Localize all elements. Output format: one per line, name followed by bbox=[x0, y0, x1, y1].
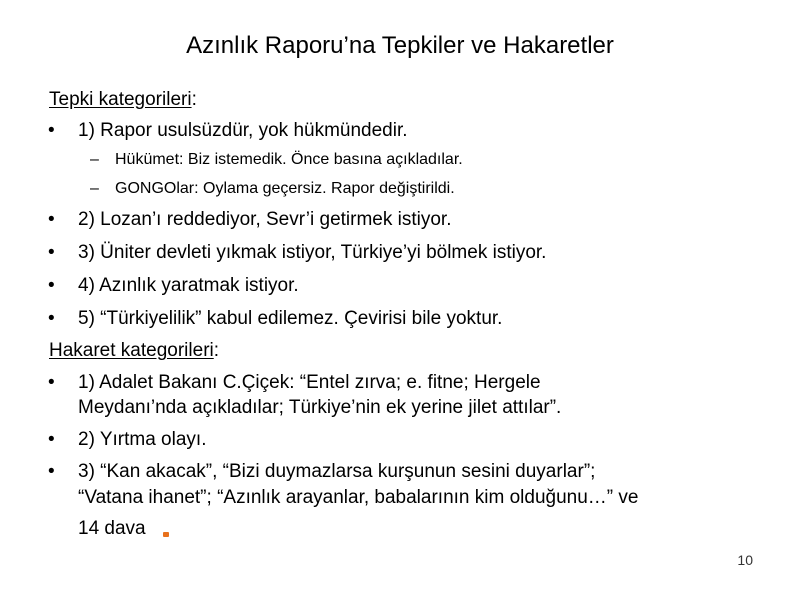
dash-icon: – bbox=[90, 180, 99, 197]
hakaret-item-3-line-3: 14 dava bbox=[78, 518, 146, 539]
hakaret-heading-colon: : bbox=[213, 340, 220, 361]
tepki-item-1: 1) Rapor usulsüzdür, yok hükmündedir. bbox=[78, 120, 408, 141]
tepki-item-5: 5) “Türkiyelilik” kabul edilemez. Çevirisi bile yoktur. bbox=[78, 308, 503, 329]
hakaret-item-3-line-2: “Vatana ihanet”; “Azınlık arayanlar, babalarının kim olduğunu…” ve bbox=[78, 487, 639, 508]
page-number: 10 bbox=[737, 552, 753, 568]
tepki-item-1-sub-2: GONGOlar: Oylama geçersiz. Rapor değiştirildi. bbox=[115, 180, 455, 197]
tepki-item-3: 3) Üniter devleti yıkmak istiyor, Türkiye’yi bölmek istiyor. bbox=[78, 242, 547, 263]
tepki-item-1-sub-1: Hükümet: Biz istemedik. Önce basına açıkladılar. bbox=[115, 151, 463, 168]
bullet-icon: • bbox=[48, 429, 55, 450]
tepki-item-4: 4) Azınlık yaratmak istiyor. bbox=[78, 275, 299, 296]
cursor-mark bbox=[163, 532, 169, 537]
bullet-icon: • bbox=[48, 275, 55, 296]
hakaret-item-2: 2) Yırtma olayı. bbox=[78, 429, 207, 450]
bullet-icon: • bbox=[48, 372, 55, 393]
hakaret-heading-text: Hakaret kategorileri bbox=[49, 340, 214, 361]
hakaret-item-1-line-1: 1) Adalet Bakanı C.Çiçek: “Entel zırva; e. fitne; Hergele bbox=[78, 372, 541, 393]
hakaret-heading bbox=[49, 340, 219, 362]
tepki-heading bbox=[49, 89, 197, 111]
bullet-icon: • bbox=[48, 242, 55, 263]
tepki-heading-colon: : bbox=[191, 89, 197, 110]
tepki-item-2: 2) Lozan’ı reddediyor, Sevr’i getirmek istiyor. bbox=[78, 209, 452, 230]
dash-icon: – bbox=[90, 151, 99, 168]
bullet-icon: • bbox=[48, 461, 55, 482]
bullet-icon: • bbox=[48, 209, 55, 230]
bullet-icon: • bbox=[48, 308, 55, 329]
hakaret-item-1-line-2: Meydanı’nda açıkladılar; Türkiye’nin ek yerine jilet attılar”. bbox=[78, 397, 562, 418]
bullet-icon: • bbox=[48, 120, 55, 141]
slide-title: Azınlık Raporu’na Tepkiler ve Hakaretler bbox=[186, 32, 614, 59]
tepki-heading-text: Tepki kategorileri bbox=[49, 89, 192, 110]
hakaret-item-3-line-1: 3) “Kan akacak”, “Bizi duymazlarsa kurşunun sesini duyarlar”; bbox=[78, 461, 596, 482]
